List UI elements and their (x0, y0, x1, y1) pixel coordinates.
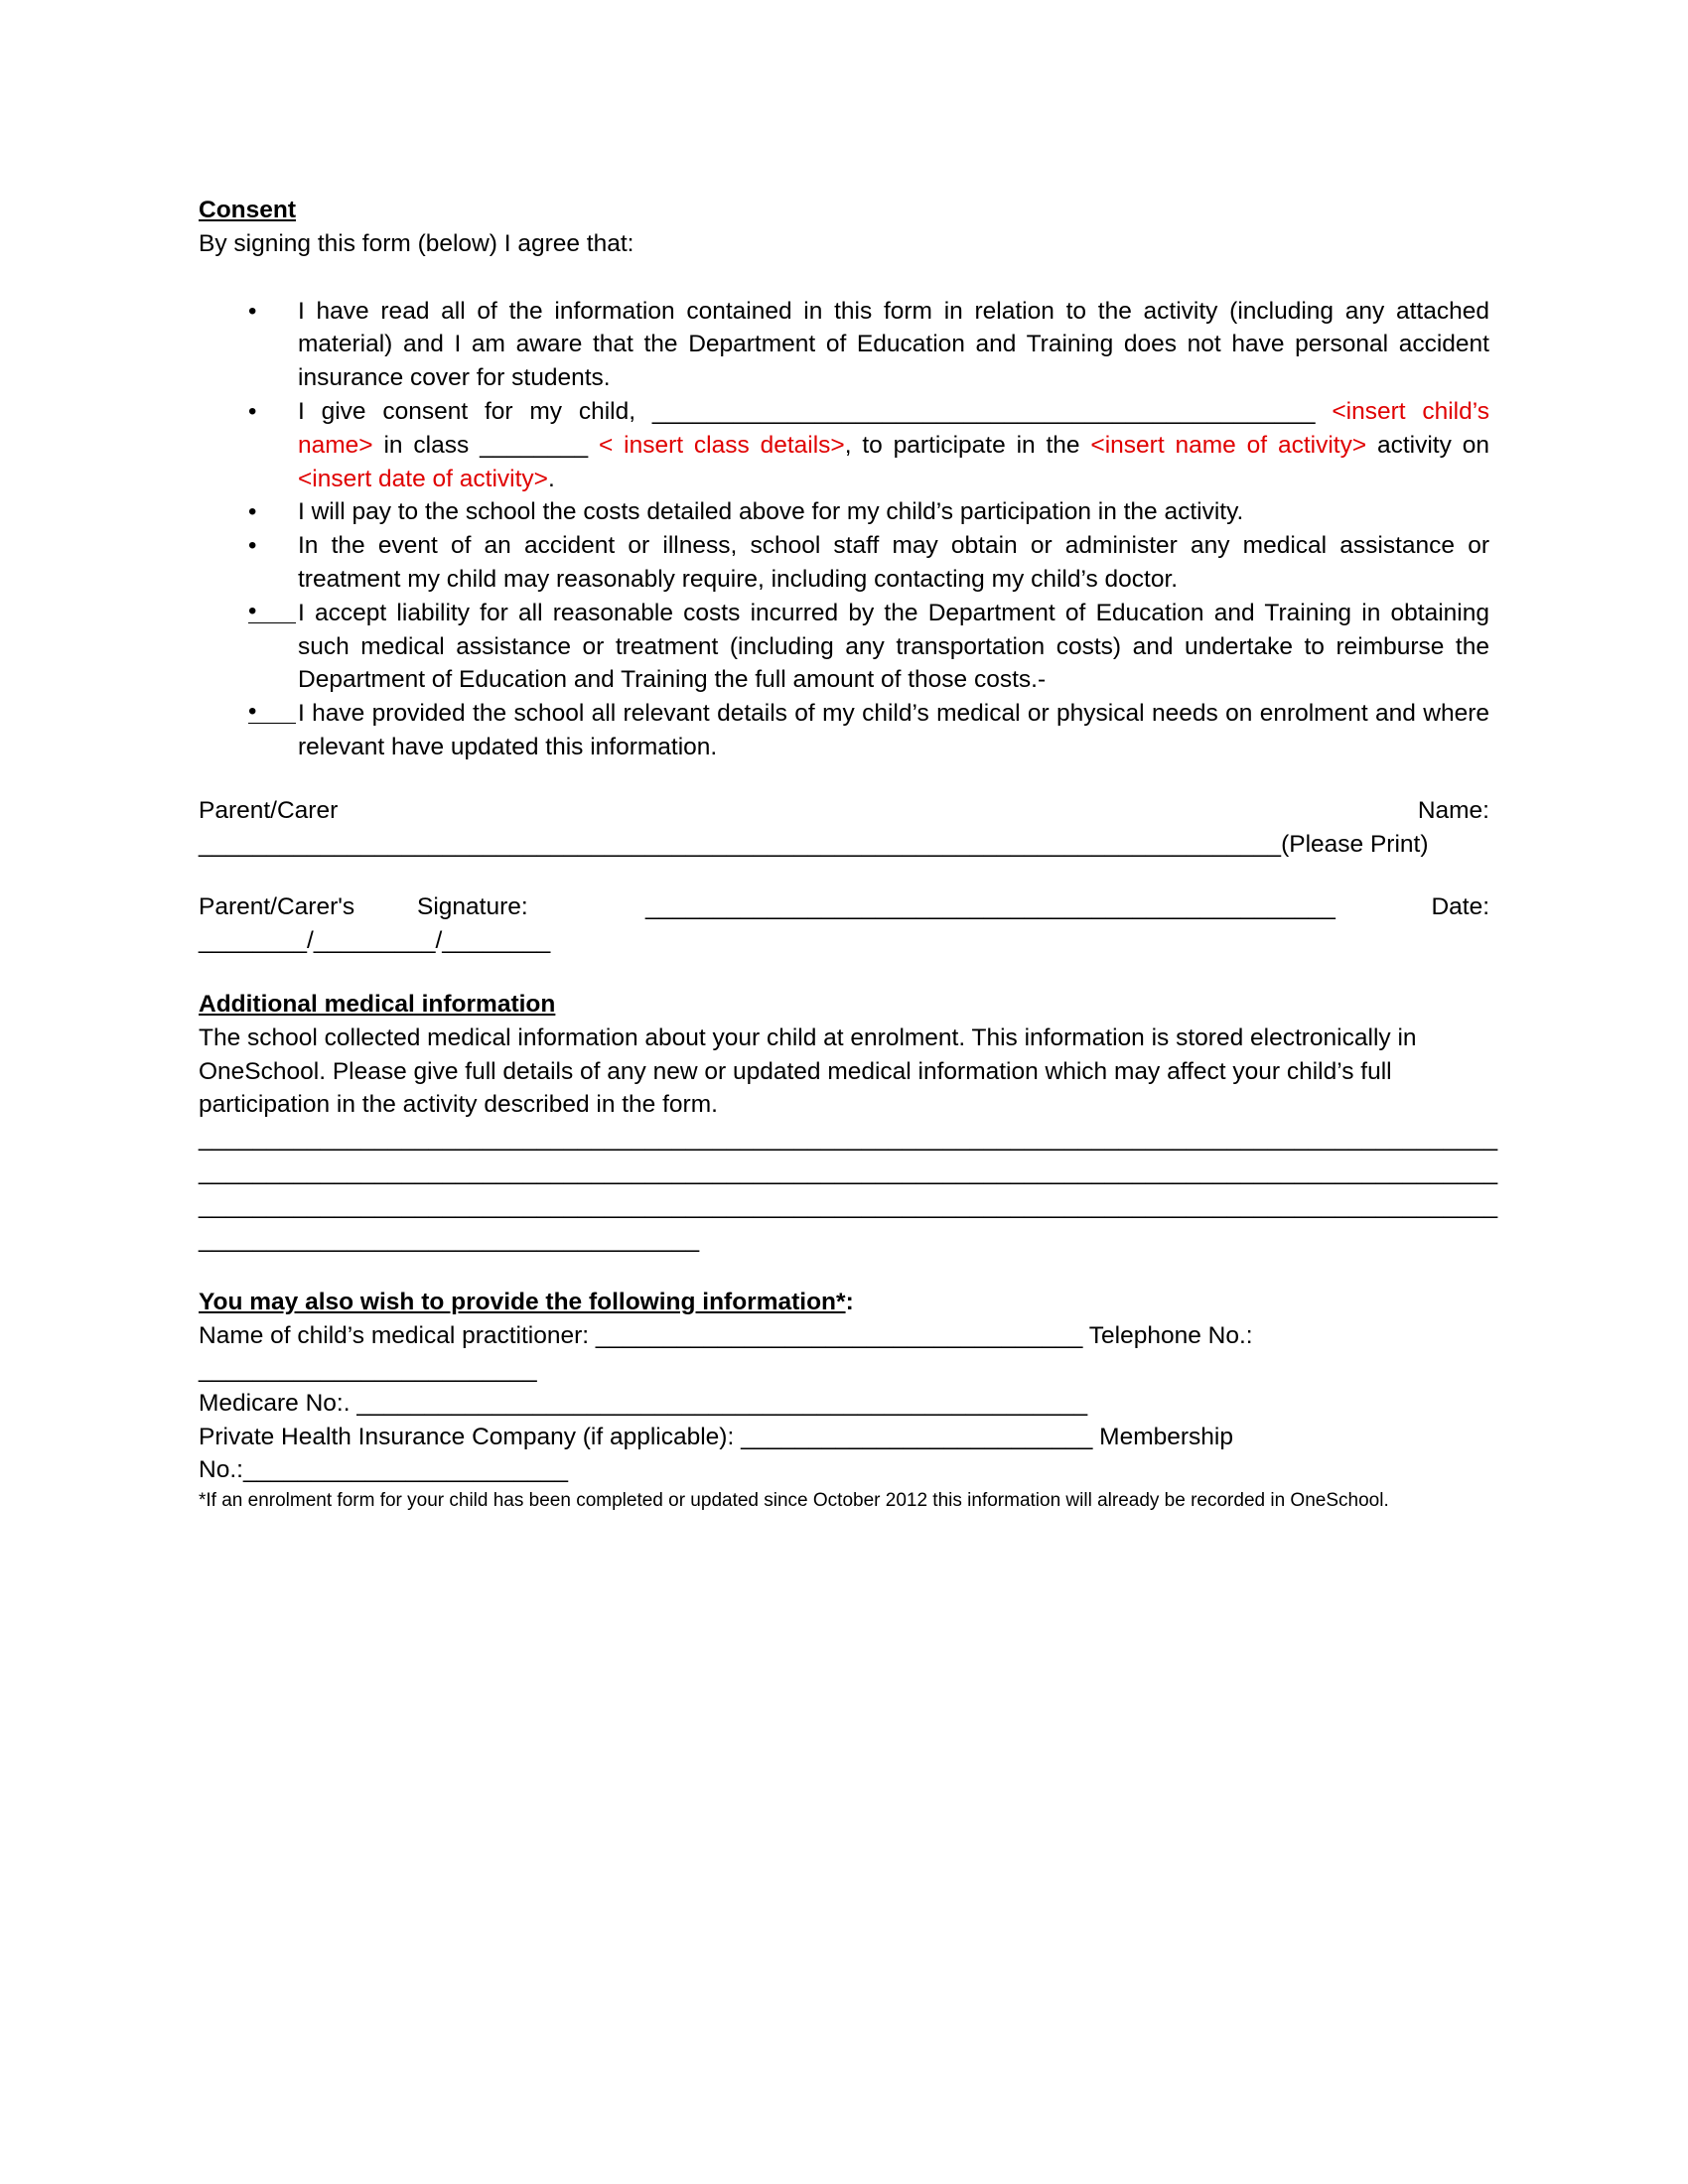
footnote: *If an enrolment form for your child has been completed or updated since October 2012 this information will already be recorded in OneSchool. (199, 1490, 1389, 1512)
parent-name-field[interactable]: ________________________________________________________________________________ (199, 830, 1282, 858)
consent-item-text: In the event of an accident or illness, school staff may obtain or administer any medical assistance or treatment my child may reasonably require, including contacting my child’s doctor. (298, 532, 1489, 593)
date-field[interactable]: ________/_________/________ (199, 927, 551, 955)
membership-no-label: No.: (199, 1456, 243, 1484)
signature-label-part1: Parent/Carer's (199, 893, 355, 921)
list-item (199, 295, 1489, 395)
parent-name-label-row (199, 794, 1489, 828)
consent-text: activity on (1366, 431, 1489, 459)
medical-info-line[interactable]: ________________________________________________________________________________________________ (199, 1125, 1498, 1153)
bullet-icon: • (248, 532, 257, 560)
parent-name-row (199, 828, 1489, 862)
medical-info-line[interactable]: ________________________________________________________________________________________________ (199, 1158, 1498, 1185)
signature-row (199, 890, 1489, 924)
list-item (199, 529, 1489, 597)
medicare-row (199, 1387, 1489, 1421)
activity-date-placeholder: <insert date of activity> (298, 465, 548, 492)
consent-item-text: I will pay to the school the costs detailed above for my child’s participation in the activity. (298, 498, 1244, 526)
consent-item-text (298, 398, 1489, 492)
insurance-row (199, 1421, 1489, 1454)
activity-name-placeholder: <insert name of activity> (1090, 431, 1367, 459)
medicare-label: Medicare No:. (199, 1389, 357, 1417)
bullet-icon: • (248, 498, 257, 526)
consent-text: in class (372, 431, 481, 459)
optional-heading-colon: : (845, 1289, 854, 1316)
consent-item-text: I have provided the school all relevant details of my child’s medical or physical needs on enrolment and where relevant have updated this information. (298, 700, 1489, 760)
telephone-label: Telephone No.: (1082, 1322, 1253, 1350)
consent-text: , to participate in the (844, 431, 1091, 459)
consent-text: . (547, 465, 555, 492)
child-name-placeholder: <insert child’s name> (298, 397, 1489, 459)
date-label: Date: (1431, 893, 1489, 921)
list-item (199, 697, 1489, 764)
optional-heading-row (199, 1286, 1489, 1319)
signature-field[interactable]: ___________________________________________________ (645, 893, 1336, 921)
consent-heading: Consent (199, 197, 296, 223)
signature-label-part2: Signature: (417, 893, 528, 921)
bullet-icon: • (248, 297, 257, 325)
practitioner-label: Name of child’s medical practitioner: (199, 1322, 596, 1350)
bullet-icon: • (248, 397, 257, 425)
medical-body: The school collected medical information about your child at enrolment. This information is stored electronically in OneSchool. Please give full details of any new or updated medical information which may affect your child’s full participation in the activity described in the form. (199, 1024, 1417, 1119)
insurance-label: Private Health Insurance Company (if applicable): (199, 1423, 742, 1450)
class-field[interactable]: ________ (480, 431, 589, 459)
medicare-field[interactable]: ______________________________________________________ (356, 1389, 1088, 1417)
bullet-icon: • (248, 601, 296, 623)
consent-text: I give consent for my child, (298, 397, 652, 425)
consent-item-text: I accept liability for all reasonable costs incurred by the Department of Education and Training in obtaining such medical assistance or treatment (including any transportation costs) and undertake to reimburse the Department of Education and Training the full amount of those costs.- (298, 599, 1489, 694)
membership-field[interactable]: ________________________ (242, 1456, 568, 1484)
consent-form-page (199, 194, 1498, 1514)
insurance-field[interactable]: __________________________ (741, 1423, 1093, 1450)
medical-heading: Additional medical information (199, 990, 556, 1018)
name-label: Name: (1417, 796, 1489, 824)
parent-carer-label: Parent/Carer (199, 796, 339, 824)
list-item (199, 597, 1489, 697)
consent-item-text: I have read all of the information contained in this form in relation to the activity (including any attached material) and I am aware that the Department of Education and Training does not have personal accident insurance cover for students. (298, 297, 1489, 392)
child-name-field[interactable]: _________________________________________________ (651, 397, 1316, 425)
medical-info-line[interactable]: ________________________________________________________________________________________________ (199, 1191, 1498, 1219)
list-item (199, 495, 1489, 529)
list-item (199, 395, 1489, 495)
bullet-icon: • (248, 701, 296, 724)
please-print-label: (Please Print) (1281, 830, 1429, 858)
consent-intro: By signing this form (below) I agree that: (199, 229, 634, 257)
practitioner-row (199, 1319, 1489, 1353)
optional-heading: You may also wish to provide the following information* (199, 1289, 846, 1316)
telephone-field[interactable]: _________________________ (199, 1355, 537, 1383)
membership-label: Membership (1092, 1423, 1233, 1450)
date-row (199, 924, 1489, 958)
membership-row (199, 1453, 1489, 1487)
class-details-placeholder: < insert class details> (588, 431, 845, 459)
medical-info-line[interactable]: _____________________________________ (199, 1225, 700, 1253)
practitioner-field[interactable]: ____________________________________ (595, 1322, 1083, 1350)
consent-list (199, 295, 1489, 764)
